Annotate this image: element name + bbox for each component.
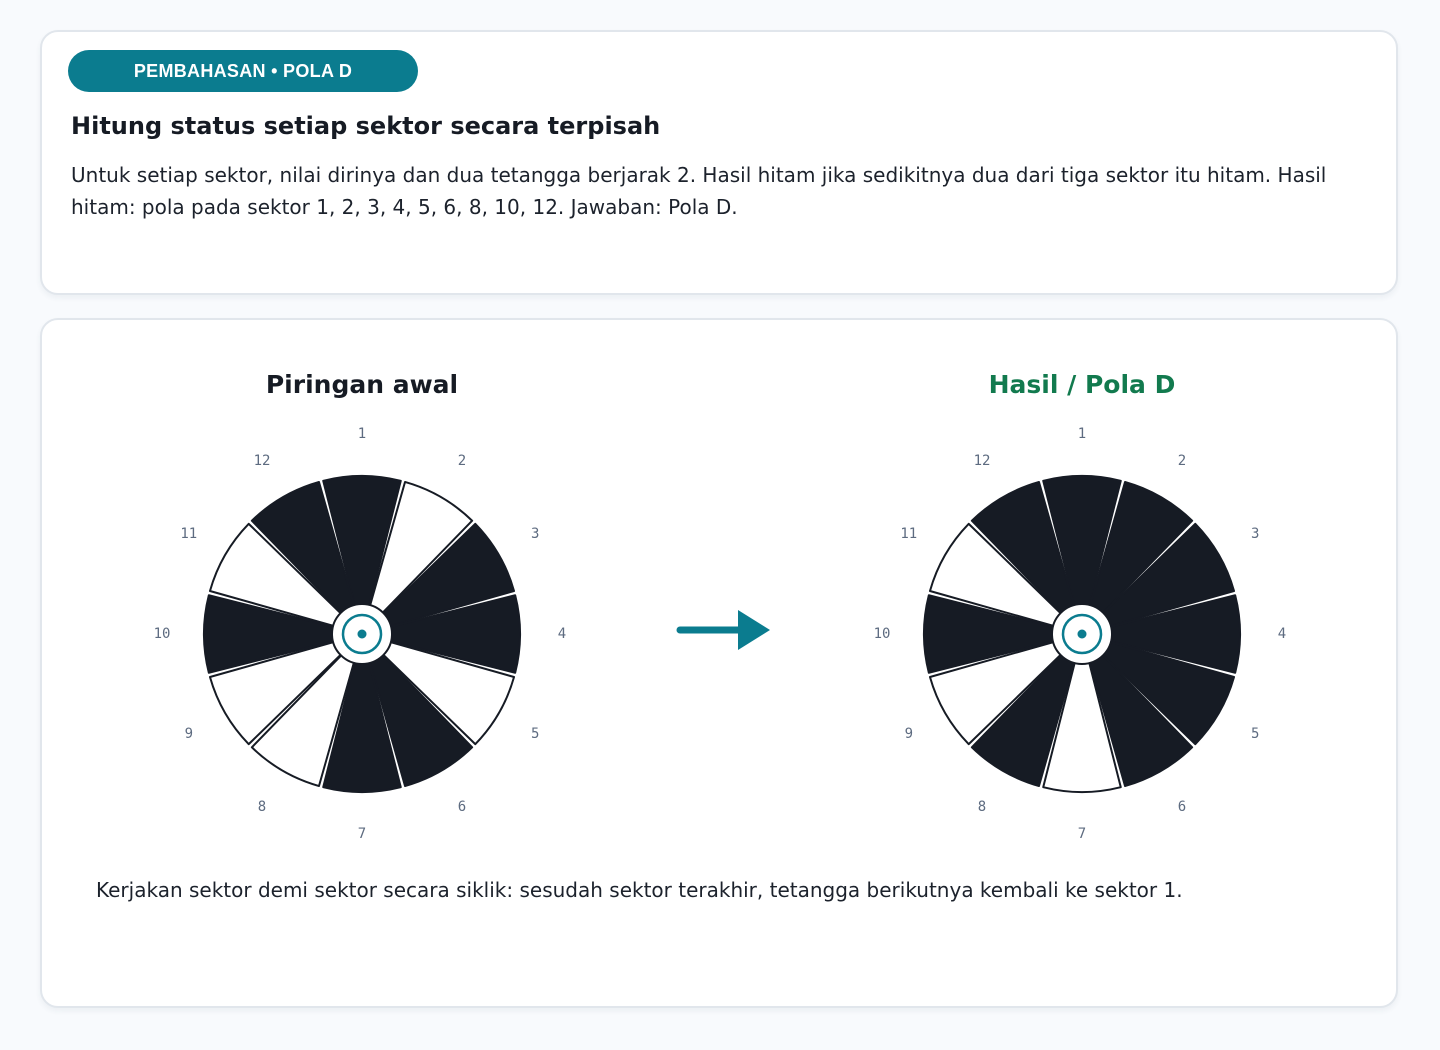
result-sector-label-5: 5 (1250, 726, 1260, 742)
initial-sector-label-9: 9 (184, 726, 194, 742)
initial-sector-label-11: 11 (180, 526, 198, 542)
result-sector-label-9: 9 (904, 726, 914, 742)
initial-sector-label-10: 10 (153, 626, 171, 642)
result-sector-label-11: 11 (900, 526, 918, 542)
result-disc (852, 420, 1312, 860)
result-sector-label-8: 8 (977, 799, 987, 816)
initial-sector-label-5: 5 (530, 726, 540, 742)
result-sector-label-6: 6 (1177, 799, 1187, 816)
initial-disc-title: Piringan awal (265, 370, 459, 399)
cyclic-note: Kerjakan sektor demi sektor secara siklik: sesudah sektor terakhir, tetangga berikutnya kembali ke sektor 1. (96, 878, 1183, 902)
initial-sector-label-1: 1 (357, 426, 367, 442)
result-disc-title: Hasil / Pola D (988, 370, 1176, 399)
result-sector-label-7: 7 (1077, 826, 1087, 842)
result-sector-label-1: 1 (1077, 426, 1087, 442)
section-badge: PEMBAHASAN • POLA D (68, 50, 418, 92)
result-sector-label-3: 3 (1250, 526, 1260, 542)
explanation-card (40, 30, 1398, 295)
explanation-text: Untuk setiap sektor, nilai dirinya dan dua tetangga berjarak 2. Hasil hitam jika sedikitnya dua dari tiga sektor itu hitam. Hasil hitam: pola pada sektor 1, 2, 3, 4, 5, 6, 8, 10, 12. Jawaban: Pola D. (71, 163, 1327, 219)
result-center-dot-icon (1078, 630, 1087, 639)
initial-disc (132, 420, 592, 860)
initial-sector-label-6: 6 (457, 799, 467, 816)
explanation-title: Hitung status setiap sektor secara terpisah (71, 112, 661, 140)
result-sector-label-12: 12 (973, 452, 991, 469)
result-sector-label-4: 4 (1277, 626, 1287, 642)
initial-sector-label-4: 4 (557, 626, 567, 642)
right-arrow-icon (674, 608, 774, 652)
initial-sector-label-8: 8 (257, 799, 267, 816)
initial-center-dot-icon (358, 630, 367, 639)
result-sector-label-10: 10 (873, 626, 891, 642)
initial-sector-label-3: 3 (530, 526, 540, 542)
result-sector-label-2: 2 (1177, 452, 1187, 469)
initial-sector-label-2: 2 (457, 452, 467, 469)
initial-sector-label-12: 12 (253, 452, 271, 469)
diagram-card (40, 318, 1398, 1008)
initial-sector-label-7: 7 (357, 826, 367, 842)
